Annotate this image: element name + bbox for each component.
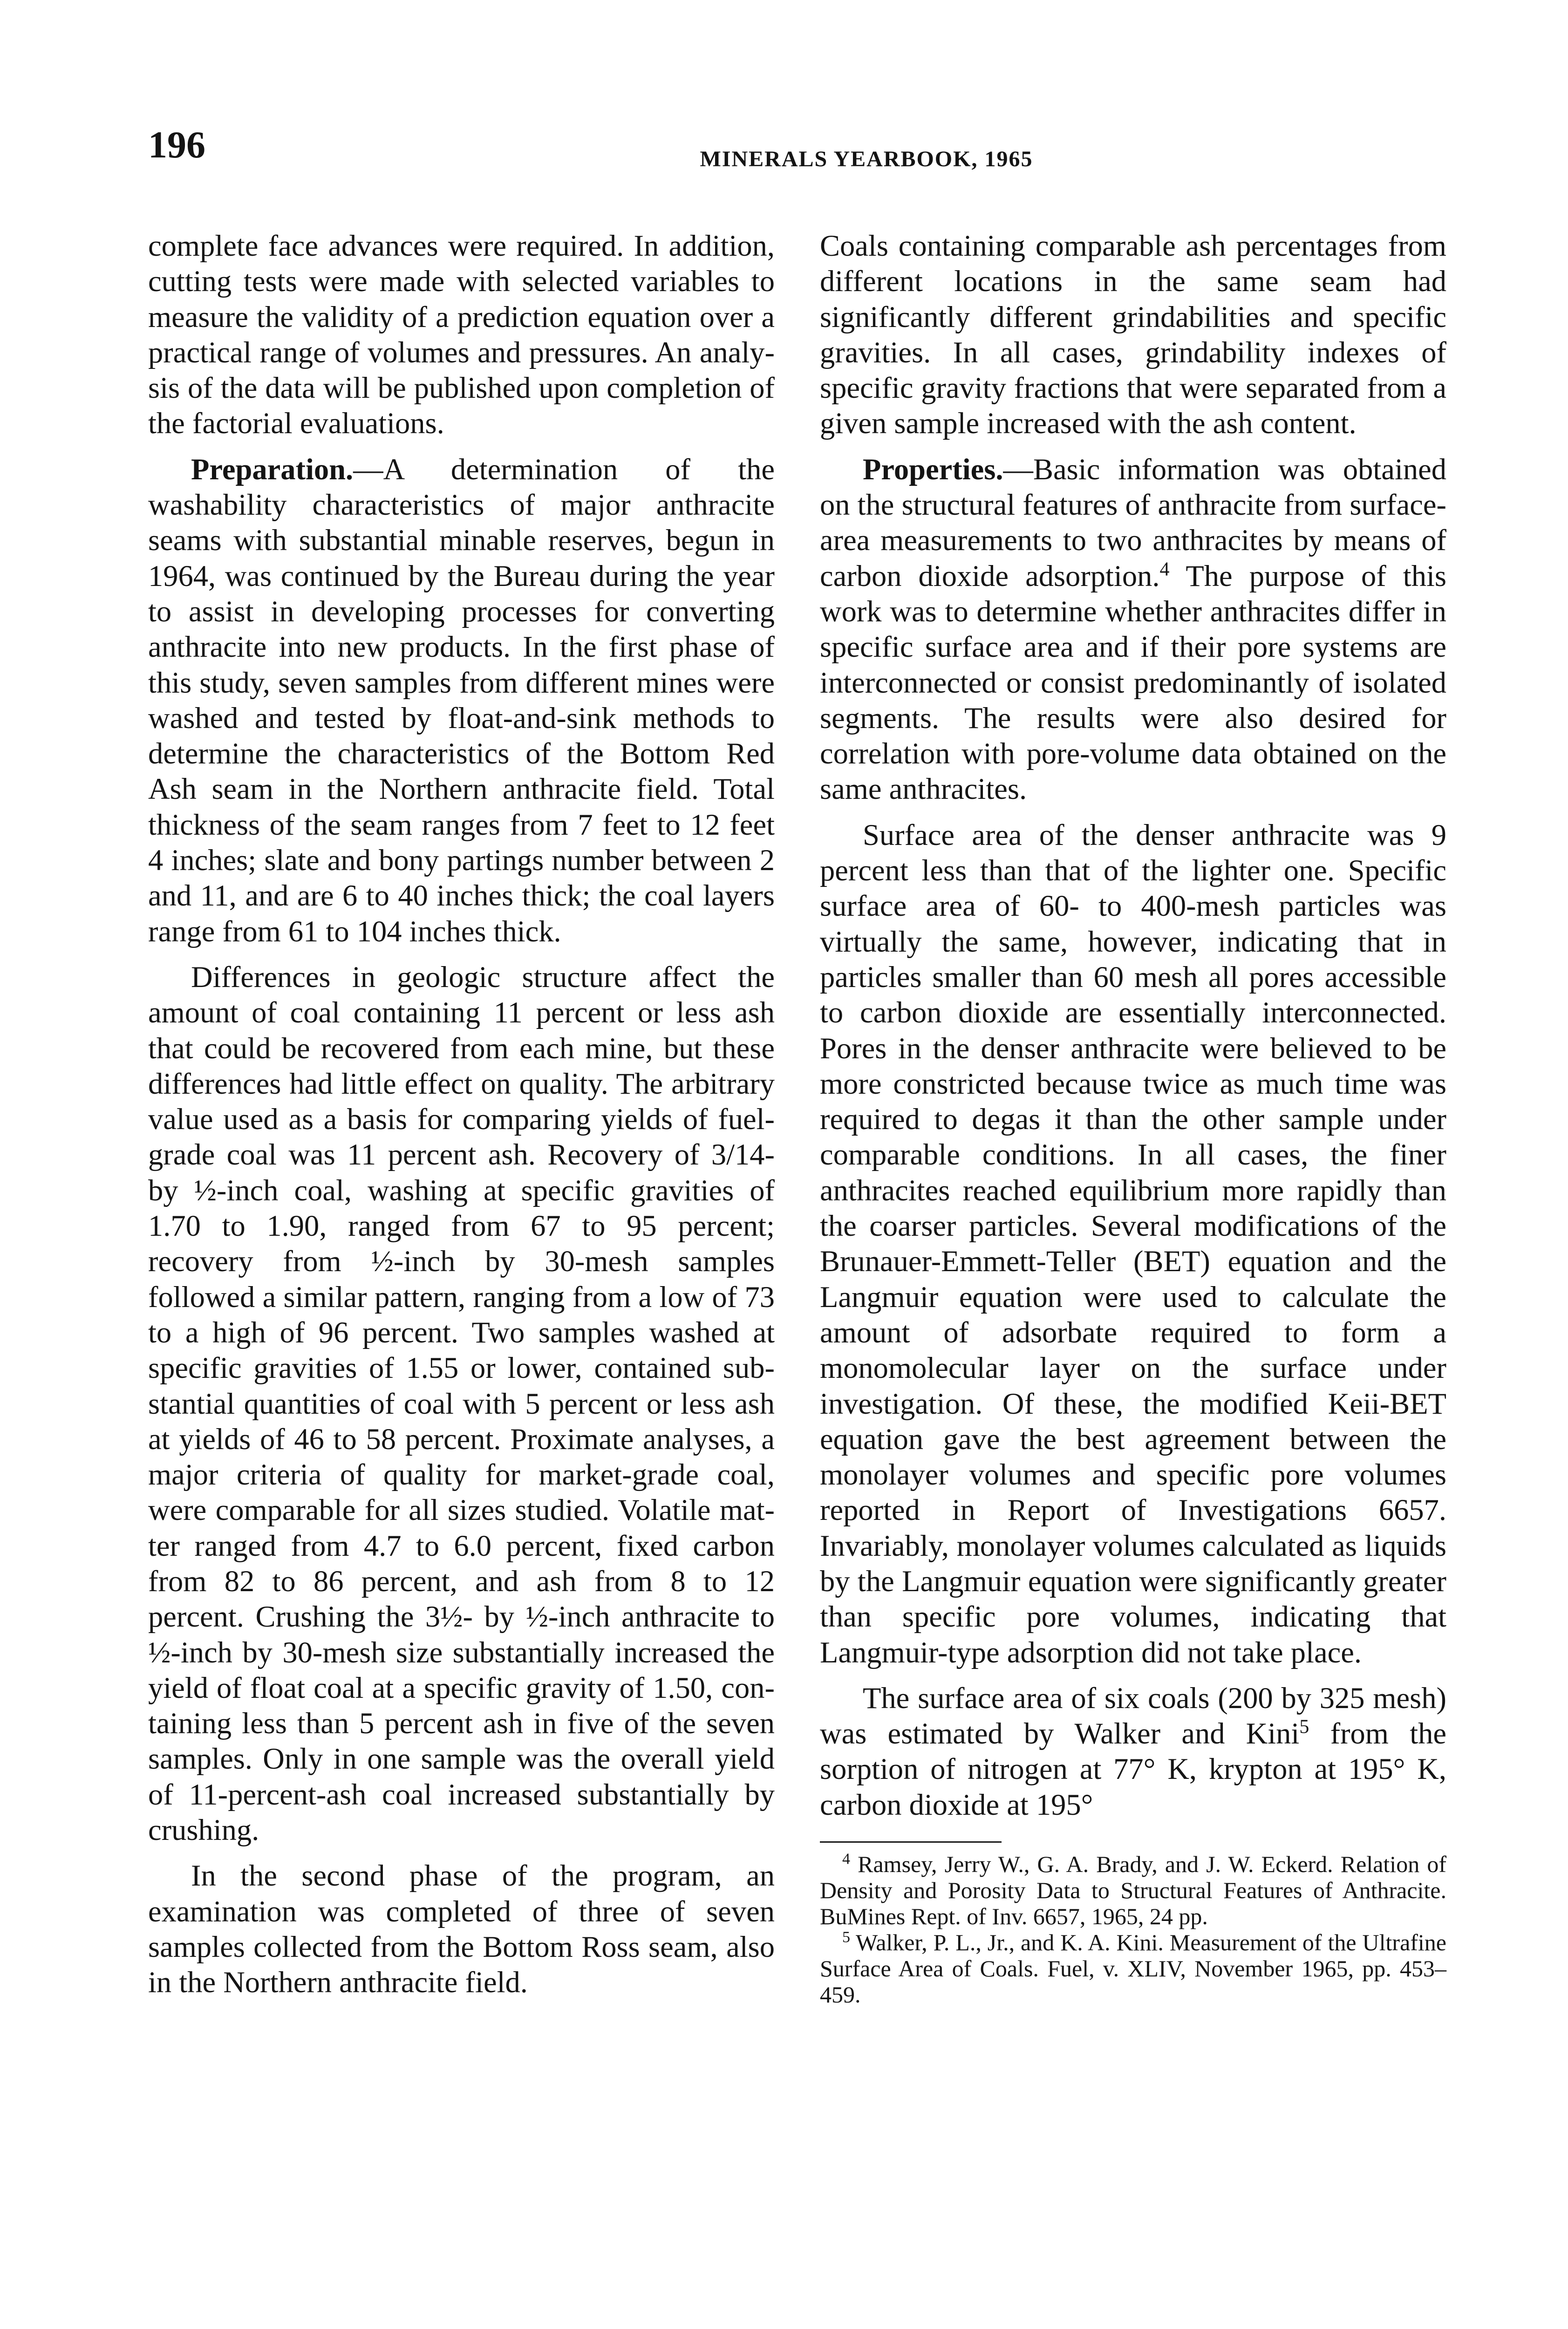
paragraph: complete face advances were required. In addition, cutting tests were made with selected variables to measure the validity of a prediction equation over a practical range of volumes and pressures. An analysis of the data will be published upon completion of the factorial evaluations. (148, 229, 775, 440)
paragraph: Surface area of the denser anthracite was 9 percent less than that of the lighter one. Specific surface area of 60- to 400-mesh particles was virtually the same, however, indicating that in particles smaller than 60 mesh all pores accessible to carbon dioxide are essentially interconnected. Pores in the denser anthracite were believed to be more constricted because twice as much time was required to degas it than the other sample under comparable conditions. In all cases, the finer anthracites reached equilibrium more rapidly than the coarser particles. Several modifications of the Brunauer-Emmett-Teller (BET) equation and the Langmuir equation were used to calculate the amount of adsorbate required to form a monomolecular layer on the surface under investigation. Of these, the modified Keii-BET equation gave the best agreement between the monolayer volumes and specific pore volumes reported in Report of Investigations 6657. Invariably, monolayer volumes calculated as liquids by the Langmuir equation were significantly greater than specific pore volumes, indicating that Langmuir-type adsorption did not take place. (820, 818, 1446, 1669)
paragraph-text: The surface area of six coals (200 by 325 mesh) was estimated by Walker and Kini (820, 1681, 1446, 1750)
footnote-reference: 4 (1159, 558, 1170, 580)
section-heading-preparation: Preparation. (191, 452, 354, 486)
paragraph (820, 1681, 1446, 1823)
footnote-text: Walker, P. L., Jr., and K. A. Kini. Measurement of the Ultrafine Surface Area of Coals. Fuel, v. XLIV, November 1965, pp. 453–459. (820, 1929, 1446, 2008)
running-title: MINERALS YEARBOOK, 1965 (700, 147, 1033, 171)
page-number: 196 (148, 123, 205, 166)
footnote (820, 1929, 1446, 2008)
footnote-divider (820, 1841, 1002, 1843)
paragraph-text: from the sorption of nitrogen at 77° K, krypton at 195° K, carbon dioxide at 195° (820, 1717, 1446, 1821)
right-column (820, 228, 1446, 2008)
footnotes (820, 1851, 1446, 2008)
paragraph (148, 452, 775, 949)
section-heading-properties: Properties. (863, 452, 1003, 486)
footnote-reference: 5 (1299, 1716, 1309, 1738)
paragraph: Differences in geologic structure affect the amount of coal containing 11 percent or less ash that could be recovered from each mine, but these differences had little effect on quality. The arbitrary value used as a basis for comparing yields of fuel-grade coal was 11 percent ash. Recovery of 3/14- by ½-inch coal, washing at specific gravities of 1.70 to 1.90, ranged from 67 to 95 percent; recovery from ½-inch by 30-mesh samples followed a similar pattern, ranging from a low of 73 to a high of 96 percent. Two samples washed at specific gravities of 1.55 or lower, contained substantial quantities of coal with 5 percent or less ash at yields of 46 to 58 percent. Proximate analyses, a major criteria of quality for market-grade coal, were comparable for all sizes studied. Volatile matter ranged from 4.7 to 6.0 percent, fixed carbon from 82 to 86 percent, and ash from 8 to 12 percent. Crushing the 3½- by ½-inch anthracite to ½-inch by 30-mesh size substantially increased the yield of float coal at a specific gravity of 1.50, containing less than 5 percent ash in five of the seven samples. Only in one sample was the overall yield of 11-percent-ash coal increased substantially by crushing. (148, 960, 775, 1847)
paragraph-text: The purpose of this work was to determine whether anthracites differ in specific surface area and if their pore systems are interconnected or consist predominantly of isolated segments. The results were also desired for correlation with pore-volume data obtained on the same anthracites. (820, 559, 1446, 806)
paragraph-text: —Basic information was obtained on the structural features of anthracite from surface-area measurements to two anthracites by means of carbon dioxide adsorption. (820, 452, 1446, 592)
footnote-marker: 4 (842, 1850, 850, 1868)
paragraph: In the second phase of the program, an examination was completed of three of seven samples collected from the Bottom Ross seam, also in the Northern anthracite field. (148, 1859, 775, 1999)
footnote-text: Ramsey, Jerry W., G. A. Brady, and J. W. Eckerd. Relation of Density and Porosity Data to Structural Features of Anthracite. BuMines Rept. of Inv. 6657, 1965, 24 pp. (820, 1851, 1446, 1930)
paragraph-text: —A determination of the washability characteristics of major anthracite seams with substantial minable reserves, begun in 1964, was continued by the Bureau during the year to assist in developing processes for converting anthracite into new products. In the first phase of this study, seven samples from different mines were washed and tested by float-and-sink methods to determine the characteristics of the Bottom Red Ash seam in the Northern anthracite field. Total thickness of the seam ranges from 7 feet to 12 feet 4 inches; slate and bony partings number between 2 and 11, and are 6 to 40 inches thick; the coal layers range from 61 to 104 inches thick. (148, 452, 775, 948)
left-column (148, 228, 775, 2011)
paragraph (820, 452, 1446, 807)
footnote-marker: 5 (842, 1928, 850, 1946)
footnote (820, 1851, 1446, 1929)
paragraph: Coals containing comparable ash percentages from different locations in the same seam had significantly different grindabilities and specific gravities. In all cases, grindability indexes of specific gravity fractions that were separated from a given sample increased with the ash content. (820, 229, 1446, 440)
